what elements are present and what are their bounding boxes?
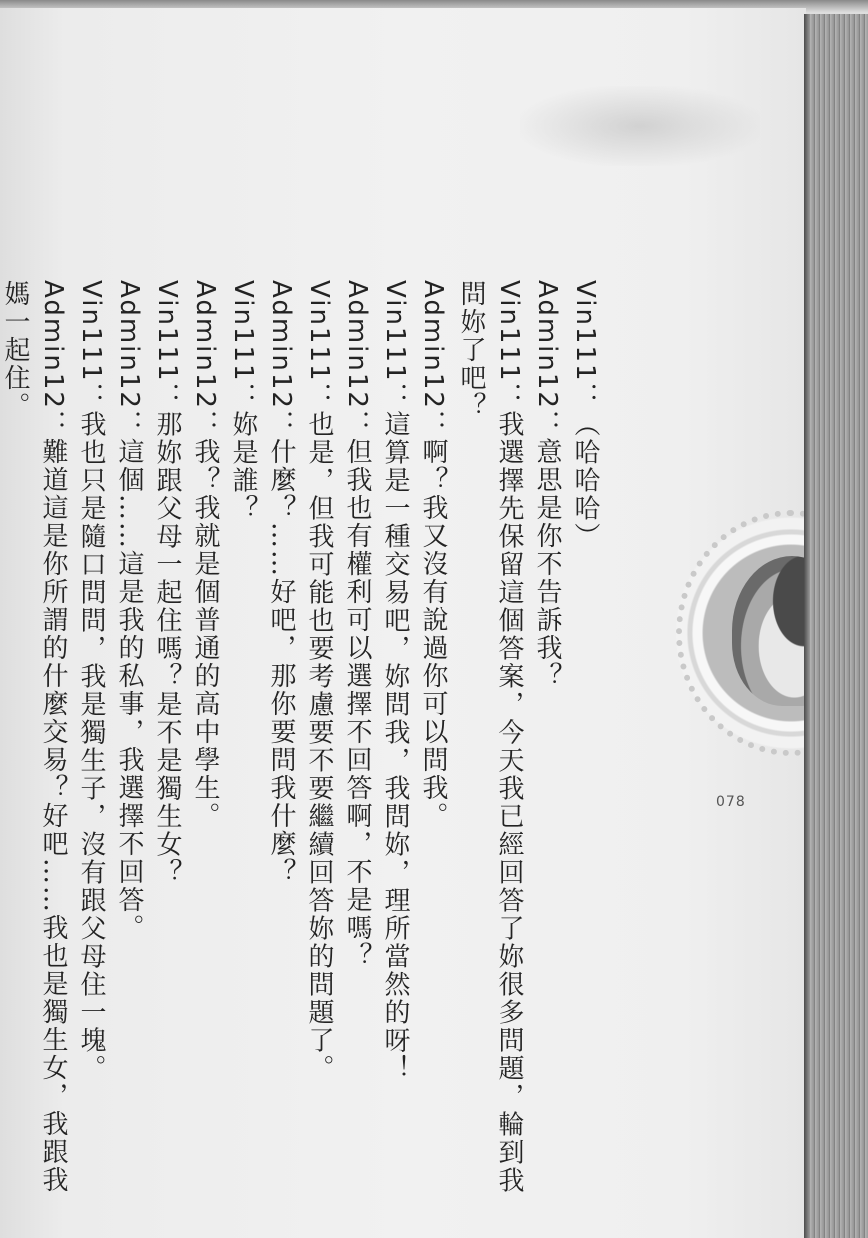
line-text: ：我也只是隨口問問，我是獨生子，沒有跟父母住一塊。 (76, 382, 106, 1083)
dialogue-line (186, 280, 224, 1140)
speaker-name: Admin12 (38, 280, 68, 410)
line-text: ：意思是你不告訴我？ (532, 409, 562, 690)
speaker-name: Vin111 (304, 280, 334, 383)
dialogue-line (110, 280, 148, 1140)
speaker-name: Vin111 (76, 280, 106, 383)
line-text: ：我？我就是個普通的高中學生。 (190, 409, 220, 830)
line-text: ：（哈哈哈） (570, 382, 600, 551)
speaker-name: Admin12 (418, 280, 448, 410)
chapter-header-ghost (520, 86, 760, 166)
line-text: 問妳了吧？ (456, 280, 486, 420)
dialogue-line (72, 280, 110, 1140)
speaker-name: Admin12 (532, 280, 562, 410)
speaker-name: Admin12 (266, 280, 296, 410)
line-text: ：啊？我又沒有說過你可以問我。 (418, 409, 448, 830)
lace-portrait-illustration (676, 510, 806, 756)
line-text: ：這個……這是我的私事，我選擇不回答。 (114, 409, 144, 942)
line-text: ：難道這是你所謂的什麼交易？好吧……我也是獨生女，我跟我 (38, 409, 68, 1194)
dialogue-text (0, 280, 604, 1195)
dialogue-line (566, 280, 604, 1140)
speaker-name: Admin12 (342, 280, 372, 410)
book-page (0, 8, 806, 1238)
line-text: ：但我也有權利可以選擇不回答啊，不是嗎？ (342, 409, 372, 970)
page-number: 078 (716, 794, 746, 810)
line-text: ：也是，但我可能也要考慮要不要繼續回答妳的問題了。 (304, 382, 334, 1083)
dialogue-line (224, 280, 262, 1140)
dialogue-line (34, 280, 72, 1194)
book-page-edges (804, 14, 868, 1238)
line-text: ：我選擇先保留這個答案，今天我已經回答了妳很多問題，輪到我 (494, 382, 524, 1195)
speaker-name: Vin111 (152, 280, 182, 383)
dialogue-line (338, 280, 376, 1140)
line-text: ：妳是誰？ (228, 382, 258, 523)
dialogue-line-continuation (0, 280, 34, 1140)
speaker-name: Vin111 (494, 280, 524, 383)
speaker-name: Vin111 (380, 280, 410, 383)
dialogue-line (148, 280, 186, 1140)
speaker-name: Admin12 (114, 280, 144, 410)
line-text: ：這算是一種交易吧，妳問我，我問妳，理所當然的呀！ (380, 382, 410, 1083)
dialogue-line (414, 280, 452, 1140)
dialogue-line (376, 280, 414, 1140)
line-text: ：那妳跟父母一起住嗎？是不是獨生女？ (152, 382, 182, 887)
dialogue-line (528, 280, 566, 1140)
line-text: ：什麼？……好吧，那你要問我什麼？ (266, 409, 296, 886)
dialogue-line (490, 280, 528, 1195)
dialogue-line-continuation (452, 280, 490, 1140)
dialogue-line (300, 280, 338, 1140)
speaker-name: Vin111 (570, 280, 600, 383)
speaker-name: Admin12 (190, 280, 220, 410)
line-text: 媽一起住。 (0, 280, 30, 420)
speaker-name: Vin111 (228, 280, 258, 383)
dialogue-line (262, 280, 300, 1140)
